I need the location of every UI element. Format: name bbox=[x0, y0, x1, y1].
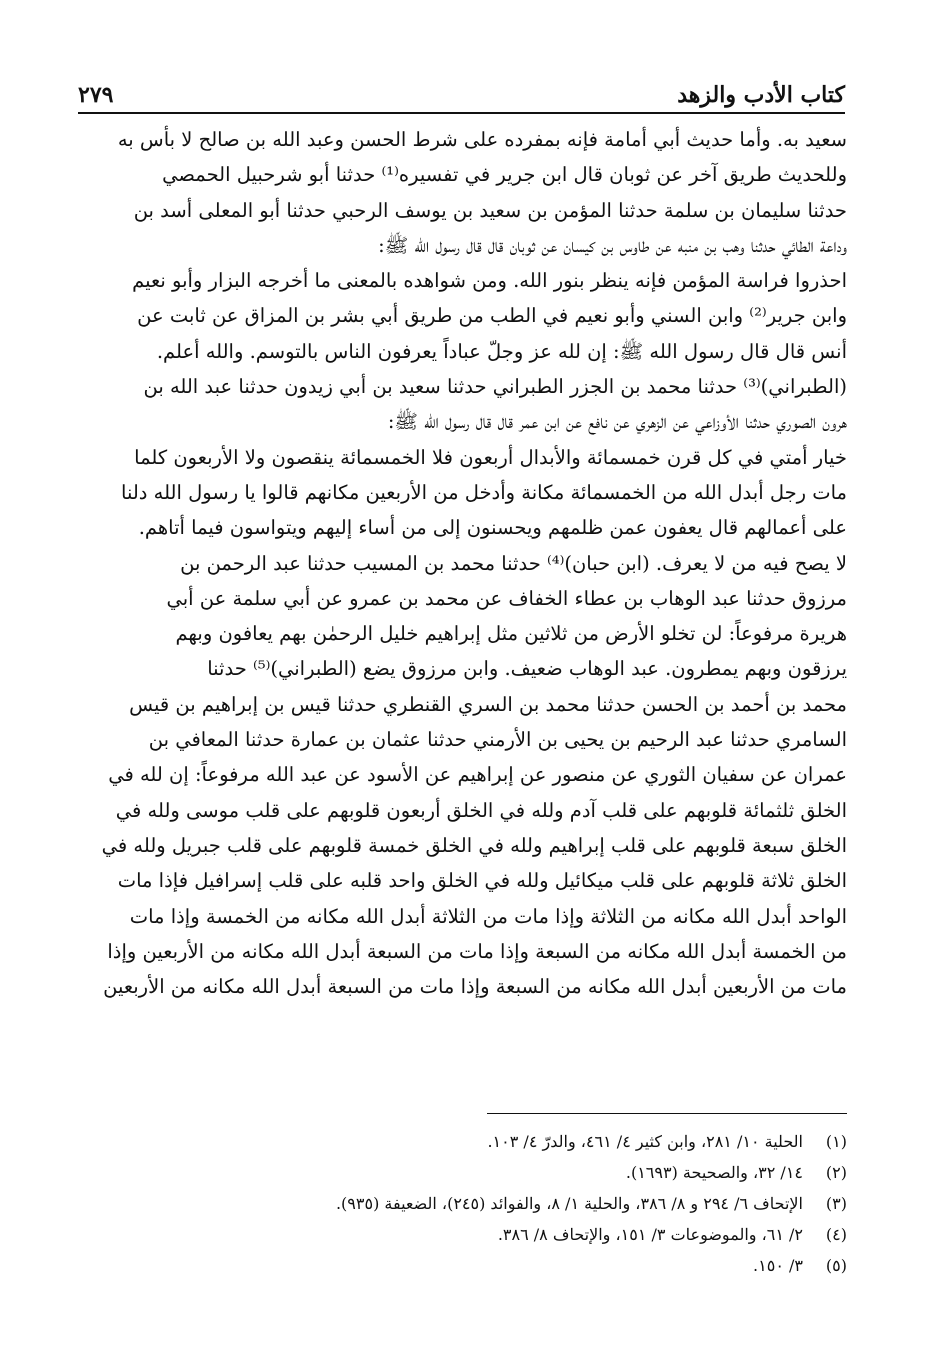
text-line: الخلق ثلثمائة قلوبهم على قلب آدم ولله في الخلق أربعون قلوبهم على قلب موسى ولله في bbox=[115, 798, 847, 822]
text-line: من الخمسة أبدل الله مكانه من السبعة وإذا مات من السبعة أبدل الله مكانه من الأربعين وإذا bbox=[107, 939, 847, 963]
footnote bbox=[78, 1188, 847, 1219]
footnote-text: الحلية ١٠/ ٢٨١، وابن كثير ٤/ ٤٦١، والدرّ ٤/ ١٠٣. bbox=[487, 1132, 803, 1151]
text-line: يرزقون وبهم يمطرون. عبد الوهاب ضعيف. وابن مرزوق يضع (الطبراني)⁽⁵⁾ حدثنا bbox=[207, 657, 847, 681]
text-line: مرزوق حدثنا عبد الوهاب بن عطاء الخفاف عن محمد بن عمرو عن أبي سلمة عن أبي bbox=[166, 586, 847, 610]
text-line: الواحد أبدل الله مكانه من الثلاثة وإذا مات من الثلاثة أبدل الله مكانه من الخمسة وإذا مات bbox=[129, 904, 847, 928]
footnote bbox=[78, 1219, 847, 1250]
footnote-text: الإتحاف ٦/ ٢٩٤ و ٨/ ٣٨٦، والحلية ١/ ٨، والفوائد (٢٤٥)، الضعيفة (٩٣٥). bbox=[335, 1194, 803, 1213]
footnote-text: ٢/ ٦١، والموضوعات ٣/ ١٥١، والإتحاف ٨/ ٣٨٦. bbox=[497, 1225, 803, 1244]
footnote-number: (١) bbox=[825, 1132, 847, 1151]
text-line: سعيد به. وأما حديث أبي أمامة فإنه بمفرده على شرط الحسن وعبد الله بن صالح لا بأس به bbox=[117, 128, 847, 151]
footnote bbox=[78, 1157, 847, 1188]
footnotes bbox=[78, 1126, 847, 1281]
text-line: هريرة مرفوعاً: لن تخلو الأرض من ثلاثين مثل إبراهيم خليل الرحمٰن بهم يعافون وبهم bbox=[175, 622, 847, 646]
text-line: (الطبراني)⁽³⁾ حدثنا محمد بن الجزر الطبراني حدثنا سعيد بن أبي زيدون حدثنا عبد الله بن bbox=[143, 375, 847, 399]
footnote-text: ٣/ ١٥٠. bbox=[753, 1256, 803, 1275]
footnote-number: (٤) bbox=[825, 1225, 847, 1244]
text-line: الخلق ثلاثة قلوبهم على قلب ميكائيل ولله في الخلق واحد قلبه على قلب إسرافيل فإذا مات bbox=[117, 869, 847, 893]
text-line: وداعة الطائي حدثنا وهب بن منبه عن طاوس بن كيسان عن ثوبان قال قال رسول الله ﷺ: bbox=[378, 233, 847, 257]
text-line: مات من الأربعين أبدل الله مكانه من السبعة وإذا مات من السبعة أبدل الله مكانه من الأربعين bbox=[103, 975, 847, 999]
page-header bbox=[78, 70, 845, 114]
text-line: لا يصح فيه من لا يعرف. (ابن حبان)⁽⁴⁾ حدثنا محمد بن المسيب حدثنا عبد الرحمن بن bbox=[180, 551, 847, 575]
book-title: كتاب الأدب والزهد bbox=[677, 82, 845, 108]
text-line: أنس قال قال رسول الله ﷺ: إن لله عز وجلّ عباداً يعرفون الناس بالتوسم. والله أعلم. bbox=[156, 339, 847, 363]
footnote bbox=[78, 1250, 847, 1281]
text-line: الخلق سبعة قلوبهم على قلب إبراهيم ولله في الخلق خمسة قلوبهم على قلب جبريل ولله في bbox=[101, 833, 847, 857]
text-line: على أعمالهم قال يعفون عمن ظلمهم ويحسنون إلى من أساء إليهم ويتواسون فيما أتاهم. bbox=[138, 516, 847, 540]
main-text bbox=[78, 122, 847, 1004]
text-line: مات رجل أبدل الله من الخمسمائة مكانة وأدخل من الأربعين مكانهم قالوا يا رسول الله دلنا bbox=[121, 480, 847, 504]
page-number: ٢٧٩ bbox=[78, 82, 114, 108]
footnote-text: ١٤/ ٣٢، والصحيحة (١٦٩٣). bbox=[625, 1163, 803, 1182]
text-line: وابن جرير⁽²⁾ وابن السني وأبو نعيم في الطب من طريق أبي بشر بن المزاق عن ثابت عن bbox=[137, 304, 847, 328]
text-line: حدثنا سليمان بن سلمة حدثنا المؤمن بن سعيد بن يوسف الرحبي حدثنا أبو المعلى أسد بن bbox=[133, 198, 847, 222]
text-line: خيار أمتي في كل قرن خمسمائة والأبدال أربعون فلا الخمسمائة ينقصون ولا الأربعون كلما bbox=[134, 445, 847, 469]
footnote-number: (٣) bbox=[825, 1194, 847, 1213]
text-line: وللحديث طريق آخر عن ثوبان قال ابن جرير في تفسيره⁽¹⁾ حدثنا أبو شرحبيل الحمصي bbox=[162, 163, 847, 187]
footnote-number: (٢) bbox=[825, 1163, 847, 1182]
text-line: هرون الصوري حدثنا الأوزاعي عن الزهري عن نافع عن ابن عمر قال قال رسول الله ﷺ: bbox=[387, 410, 847, 434]
text-line: السامري حدثنا عبد الرحيم بن يحيى بن الأرمني حدثنا عثمان بن عمارة حدثنا المعافي بن bbox=[148, 728, 847, 752]
text-line: احذروا فراسة المؤمن فإنه ينظر بنور الله. ومن شواهده بالمعنى ما أخرجه البزار وأبو نعيم bbox=[132, 269, 847, 293]
footnote-number: (٥) bbox=[825, 1256, 847, 1275]
footnote bbox=[78, 1126, 847, 1157]
text-line: عمران عن سفيان الثوري عن منصور عن إبراهيم عن الأسود عن عبد الله مرفوعاً: إن لله في bbox=[108, 763, 847, 787]
text-line: محمد بن أحمد بن الحسن حدثنا محمد بن السري القنطري حدثنا قيس بن إبراهيم بن قيس bbox=[129, 692, 847, 716]
footnote-divider bbox=[487, 1113, 847, 1114]
